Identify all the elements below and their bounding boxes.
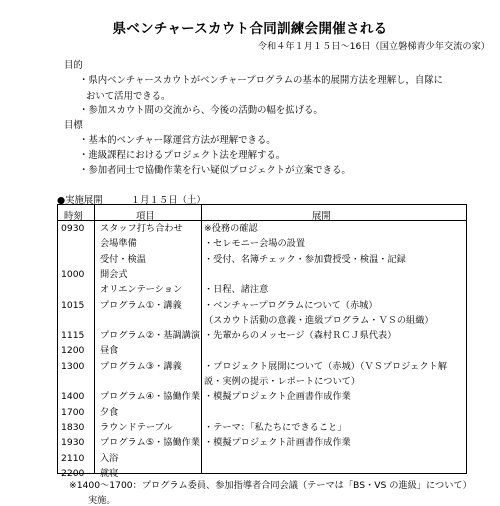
row-item: 入浴 — [100, 452, 119, 464]
row-time: 1015 — [61, 299, 85, 311]
purpose-item-2: ・参加スカウト間の交流から、今後の活動の幅を拡げる。 — [79, 105, 323, 116]
schedule-heading-label: ●実施展開 — [57, 195, 103, 206]
row-item: 受付・検温 — [100, 253, 146, 265]
row-time: 1930 — [61, 437, 85, 449]
row-detail: ・ベンチャープログラムについて（赤城） — [204, 299, 378, 311]
purpose-heading: 目的 — [64, 60, 83, 71]
goals-heading: 目標 — [64, 120, 83, 131]
row-detail: ・模擬プロジェクト計画書作成作業 — [204, 437, 351, 449]
row-detail: ・受付、名簿チェック・参加費授受・検温・記録 — [204, 253, 406, 265]
row-time: 1400 — [61, 391, 85, 403]
row-time: 0930 — [61, 223, 85, 234]
row-time: 1200 — [61, 345, 85, 357]
row-item: プログラム⑤・協働作業 — [100, 437, 201, 449]
row-item: 会場準備 — [100, 238, 137, 250]
row-time: 2110 — [61, 452, 85, 464]
row-detail: ・日程、諸注意 — [204, 284, 269, 296]
column-divider — [94, 205, 95, 473]
row-time: 2200 — [61, 467, 85, 479]
goals-item-1: ・基本的ベンチャー隊運営方法が理解できる。 — [79, 135, 276, 146]
goals-item-3: ・参加者同士で協働作業を行い疑似プロジェクトが立案できる。 — [79, 165, 351, 176]
purpose-item-1-line-2: おいて活用できる。 — [86, 91, 171, 102]
row-detail: ※役務の確認 — [204, 223, 258, 234]
purpose-item-1-line-1: ・県内ベンチャースカウトがベンチャープログラムの基本的展開方法を理解し，自隊に — [79, 75, 444, 86]
goals-item-2: ・進級課程におけるプロジェクト法を理解する。 — [79, 150, 286, 161]
row-item: オリエンテーション — [100, 284, 183, 296]
row-item: プログラム②・基調講演 — [100, 330, 201, 342]
row-detail: ・先輩からのメッセージ（森村ＲＣＪ県代表） — [204, 330, 397, 342]
row-item: 夕食 — [100, 406, 119, 418]
row-item: ラウンドテーブル — [100, 421, 173, 433]
column-header-item: 項目 — [136, 211, 155, 222]
row-time: 1830 — [61, 421, 85, 433]
column-header-time: 時刻 — [64, 211, 83, 222]
row-time: 1300 — [61, 360, 85, 372]
row-detail: ・模擬プロジェクト企画書作成作業 — [204, 391, 351, 403]
row-item: プログラム④・協働作業 — [100, 391, 201, 403]
row-item: プログラム③・講義 — [100, 360, 182, 372]
schedule-table — [57, 204, 467, 479]
column-header-detail: 展開 — [312, 211, 331, 222]
row-item: 就寝 — [100, 467, 119, 479]
footnote-line-1: ※1400～1700：プログラム委員、参加指導者合同会議（テーマは「BS・VS の進級」について） — [69, 480, 472, 491]
schedule-date: １月１５日（土） — [130, 195, 206, 206]
row-time: 1700 — [61, 406, 85, 418]
footnote-line-2: 実施。 — [88, 495, 116, 506]
row-time: 1115 — [61, 330, 85, 342]
row-time: 1000 — [61, 268, 85, 280]
row-detail: ・セレモニー会場の設置 — [204, 238, 306, 250]
row-item: スタッフ打ち合わせ — [100, 223, 183, 234]
row-detail: 説・実例の提示・レポートについて） — [204, 376, 361, 387]
document-title: 県ベンチャースカウト合同訓練会開催される — [112, 21, 388, 37]
row-detail: ・テーマ：「私たちにできること」 — [204, 421, 347, 433]
row-item: プログラム①・講義 — [100, 299, 182, 311]
row-detail: （スカウト活動の意義・進級プログラム・ＶＳの組織） — [204, 314, 434, 326]
row-detail: ・プロジェクト展開について（赤城）（ＶＳプロジェクト解 — [204, 360, 447, 372]
row-item: 昼食 — [100, 345, 119, 357]
document-subtitle: 令和４年１月１５日～16日（国立磐梯青少年交流の家） — [257, 41, 490, 52]
column-divider — [201, 205, 202, 473]
header-divider — [58, 220, 466, 221]
row-item: 開会式 — [100, 268, 128, 280]
